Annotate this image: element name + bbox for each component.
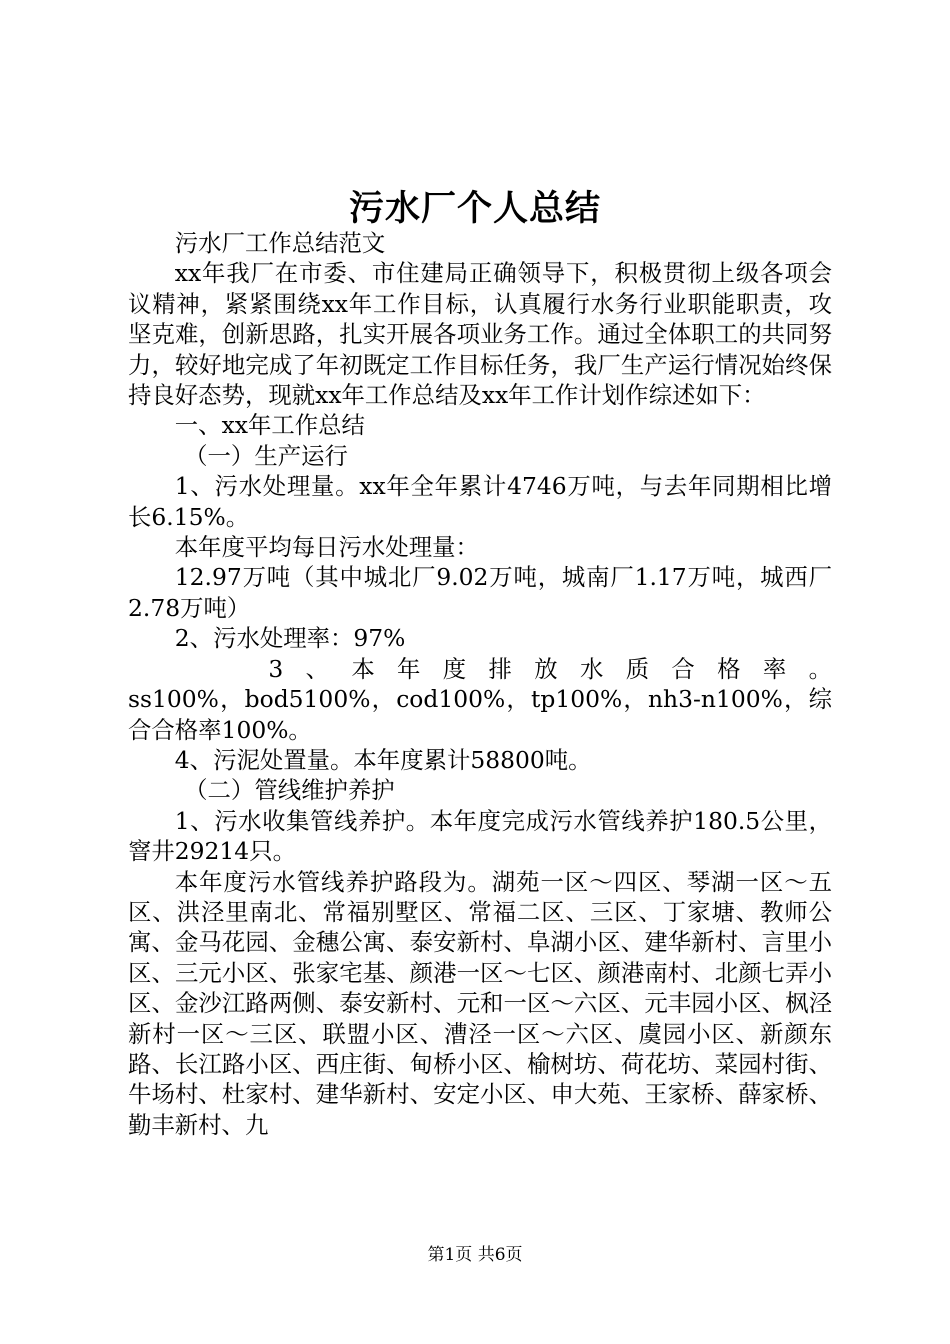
paragraph-intro: xx年我厂在市委、市住建局正确领导下，积极贯彻上级各项会议精神，紧紧围绕xx年工作目标，认真履行水务行业职能职责，攻坚克难，创新思路，扎实开展各项业务工作。通过全体职工的共同努力，较好地完成了年初既定工作目标任务，我厂生产运行情况始终保持良好态势，现就xx年工作总结及xx年工作计划作综述如下： (128, 259, 832, 410)
paragraph-item: 本年度平均每日污水处理量： (174, 533, 479, 562)
paragraph-item: 3、本年度排放水质合格率。 (268, 654, 832, 683)
paragraph-item: ss100%，bod5100%，cod100%，tp100%，nh3-n100%，综合合格率100%。 (128, 685, 832, 744)
page-title: 污水厂个人总结 (348, 188, 601, 229)
section-heading: 一、xx年工作总结 (174, 411, 365, 440)
page-footer: 第1页 共6页 (427, 1245, 523, 1265)
paragraph-item: 12.97万吨（其中城北厂9.02万吨，城南厂1.17万吨，城西厂2.78万吨） (128, 563, 832, 622)
paragraph-item: 本年度污水管线养护路段为。湖苑一区～四区、琴湖一区～五区、洪泾里南北、常福别墅区、常福二区、三区、丁家塘、教师公寓、金马花园、金穗公寓、泰安新村、阜湖小区、建华新村、言里小区、三元小区、张家宅基、颜港一区～七区、颜港南村、北颜七弄小区、金沙江路两侧、泰安新村、元和一区～六区、元丰园小区、枫泾新村一区～三区、联盟小区、漕泾一区～六区、虞园小区、新颜东路、长江路小区、西庄街、甸桥小区、榆树坊、荷花坊、菜园村街、牛场村、杜家村、建华新村、安定小区、申大苑、王家桥、薛家桥、勤丰新村、九 (128, 867, 832, 1139)
document-body (128, 228, 832, 1140)
subsection-heading: （二）管线维护养护 (184, 776, 395, 805)
paragraph-item: 1、污水收集管线养护。本年度完成污水管线养护180.5公里，窨井29214只。 (128, 806, 832, 866)
subsection-heading: （一）生产运行 (184, 441, 348, 470)
paragraph-item: 2、污水处理率：97% (174, 624, 406, 653)
paragraph-item: 4、污泥处置量。本年度累计58800吨。 (174, 745, 592, 774)
paragraph-item: 1、污水处理量。xx年全年累计4746万吨，与去年同期相比增长6.15%。 (128, 472, 832, 531)
paragraph-subtitle: 污水厂工作总结范文 (174, 229, 386, 257)
